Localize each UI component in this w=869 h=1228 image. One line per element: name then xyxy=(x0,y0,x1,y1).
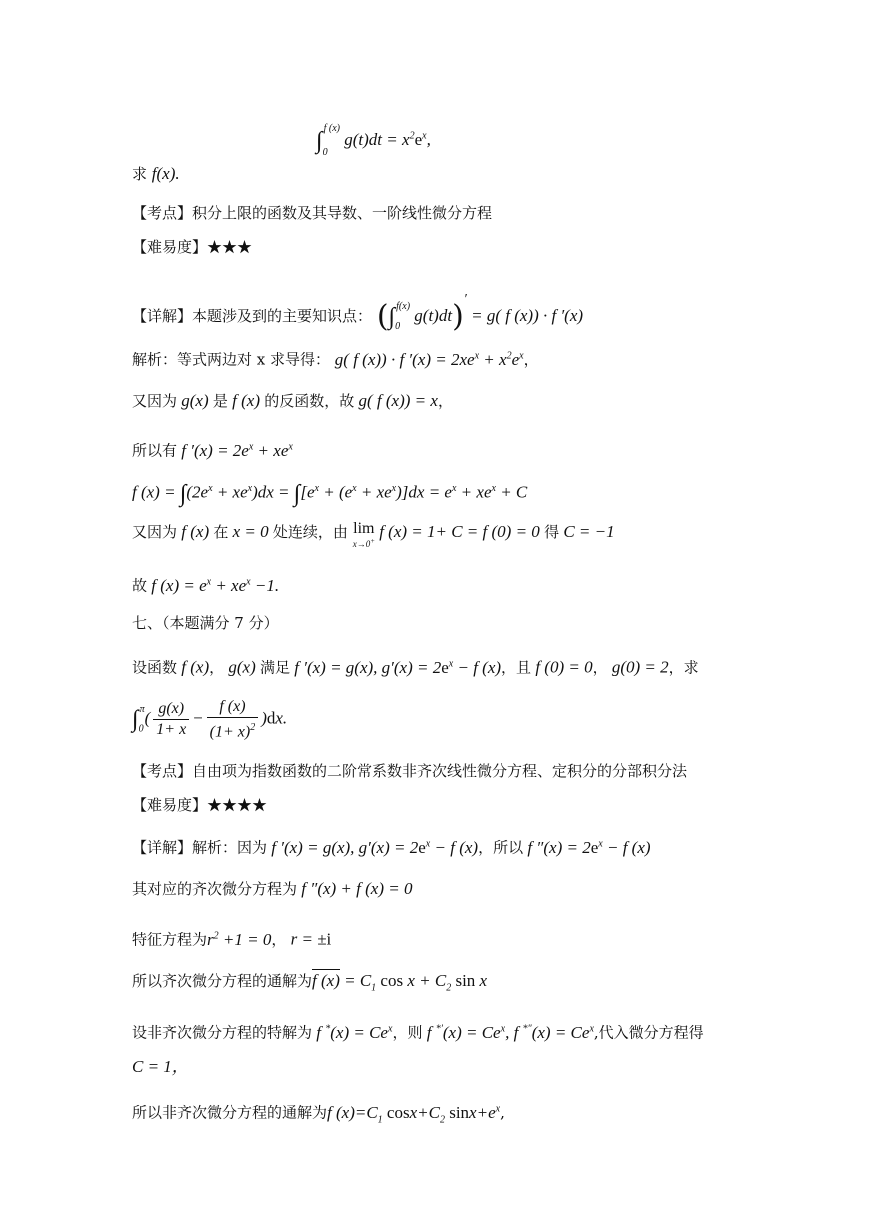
nanyi-line-6 xyxy=(132,236,252,258)
step2-line: 又因为 g(x) 是 f (x) 的反函数，故 g( f (x)) = x， xyxy=(132,391,453,410)
step6-text: 故 xyxy=(132,576,148,595)
step2-a: 又因为 xyxy=(132,392,178,410)
step2-b: 是 xyxy=(212,392,228,410)
kaodian-line-6 xyxy=(132,202,492,224)
step5-d: 得 xyxy=(544,523,560,541)
step2-c: 的反函数，故 xyxy=(264,392,355,410)
derivative-formula: ($\int_0^{f(x)}$ g(t)dt)′ = g( f (x)) · f ′(x) xyxy=(376,292,584,335)
section7-integral: $\int_0^\pi$( $\frac{g(x)}{1+ x}$ − $\frac{f (x)}{(1+ x)^2}$ )dx. xyxy=(132,698,288,741)
kaodian-text: 积分上限的函数及其导数、一阶线性微分方程 xyxy=(192,204,493,222)
find-math: f(x). xyxy=(151,164,180,183)
particular-line: 设非齐次微分方程的特解为 f $^*(x) = Ce^x$，则 f $^{*'}(x) = Ce^x$, f $^{*''}(x) = Ce^x$,代入微分方程得 xyxy=(132,1022,704,1042)
nanyi-line-7: 【难易度】★★★★ xyxy=(132,796,268,814)
homog-line: 其对应的齐次微分方程为 f ″(x) + f (x) = 0 xyxy=(132,879,413,898)
step3-text: 所以有 xyxy=(132,441,178,460)
limit: lim x→0+ xyxy=(352,520,375,549)
char-line: 特征方程为$r^2 +1 = 0$， r = ±i xyxy=(132,929,332,949)
find-prefix: 求 xyxy=(132,165,148,183)
section7-title: 七、（本题满分 7 分） xyxy=(132,614,279,632)
xiangjie-label: 【详解】 xyxy=(132,307,193,325)
step5-line: 又因为 f (x) 在 x = 0 处连续，由 lim x→0+ f (x) = 1+ C = f (0) = 0 得 C = −1 xyxy=(132,520,615,549)
xiangjie-text: 本题涉及到的主要知识点： xyxy=(192,307,373,325)
step3-line: 所以有 f $'(x) = 2e^x + xe^x$ xyxy=(132,440,293,460)
step5-b: 在 xyxy=(213,523,229,541)
step1-text: 解析：等式两边对 x 求导得： xyxy=(132,350,330,369)
nanyi-label: 【难易度】 xyxy=(132,238,208,256)
section7-intro: 设函数 f (x)， g(x) 满足 f ′(x) = g(x), $g'(x) = 2e^x - f$ (x)，且 f (0) = 0， g(0) = 2，求 xyxy=(132,657,699,677)
xiangjie-line-6 xyxy=(132,289,583,338)
step1-math: g( f (x)) · f $'(x) = 2xe^x + x^2e^x$ xyxy=(334,349,524,369)
step1-line: 解析：等式两边对 x 求导得： g( f (x)) · f $'(x) = 2xe^x + x^2e^x$， xyxy=(132,349,539,369)
xiangjie-line-7: 【详解】解析：因为 f ′(x) = g(x), $g'(x) = 2e^x - f$ (x)，所以 f $''(x) = 2e^x - f$ (x) xyxy=(132,837,651,857)
step5-c: 处连续，由 xyxy=(272,523,348,541)
kaodian-line-7: 【考点】自由项为指数函数的二阶常系数非齐次线性微分方程、定积分的分部积分法 xyxy=(132,762,688,780)
final-line: 所以非齐次微分方程的通解为f $(x)=C_1$ $\cos x+C_2$ $\sin x+e^x$, xyxy=(132,1102,505,1126)
kaodian-label: 【考点】 xyxy=(132,204,193,222)
general-line: 所以齐次微分方程的通解为f $(x) = C_1$ $\cos x + C_2$ sin x xyxy=(132,971,488,994)
step5-a: 又因为 xyxy=(132,523,178,541)
integral-equation: $\int_0^{f (x)}$ $g(t)dt = x^2e^x$, xyxy=(316,123,431,158)
c-value-line: C = 1， xyxy=(132,1057,189,1076)
difficulty-stars-7: ★★★★ xyxy=(207,796,268,814)
step4-line: f $(x) = \int(2e^x + xe^x)dx = \int[e^x + (e^x + xe^x)]dx = e^x + xe^x + C$ xyxy=(132,480,528,507)
difficulty-stars: ★★★ xyxy=(207,238,253,256)
step6-line: 故 f $(x) = e^x + xe^x -1$. xyxy=(132,575,280,595)
find-fx-line xyxy=(132,163,180,185)
